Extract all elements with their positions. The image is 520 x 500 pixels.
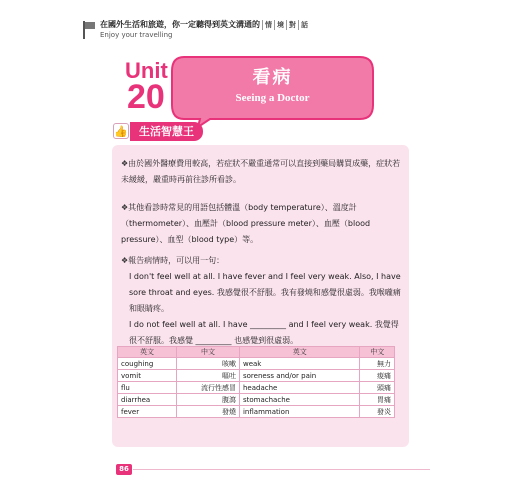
table-row xyxy=(118,406,395,418)
table-cell: 頭痛 xyxy=(360,382,395,394)
footer-divider xyxy=(133,469,430,470)
paragraph-text: 其他看診時常見的用語包括體溫（body temperature）、溫度計（thermometer）、血壓計（blood pressure meter）、血壓（blood pressure）、血型（blood type）等。 xyxy=(121,203,371,244)
header-title xyxy=(100,19,430,30)
paragraph xyxy=(121,200,406,248)
header-subtitle: Enjoy your travelling xyxy=(100,31,173,39)
section-label: 生活智慧王 xyxy=(130,122,203,141)
table-cell: 咳嗽 xyxy=(176,358,239,370)
table-cell: 流行性感冒 xyxy=(176,382,239,394)
header-title-text: 在國外生活和旅遊，你一定聽得到英文溝通的 xyxy=(100,20,260,29)
title-en: Seeing a Doctor xyxy=(235,92,310,104)
table-cell: weak xyxy=(239,358,359,370)
table-row xyxy=(118,382,395,394)
table-row xyxy=(118,358,395,370)
running-header xyxy=(100,19,430,39)
header-tag: 話 xyxy=(298,20,310,30)
table-header-row xyxy=(118,347,395,358)
header-tag: 對 xyxy=(286,20,298,30)
page-number: 86 xyxy=(116,464,132,475)
bullet-icon: ❖ xyxy=(121,203,129,212)
table-cell: 胃痛 xyxy=(360,394,395,406)
table-cell: 無力 xyxy=(360,358,395,370)
table-cell: coughing xyxy=(118,358,177,370)
unit-label: Unit xyxy=(125,58,168,83)
unit-number: 20 xyxy=(127,78,165,116)
table-row xyxy=(118,370,395,382)
table-row xyxy=(118,394,395,406)
table-cell: headache xyxy=(239,382,359,394)
table-cell: fever xyxy=(118,406,177,418)
bullet-icon: ❖ xyxy=(121,256,129,265)
table-cell: 腹瀉 xyxy=(176,394,239,406)
example-sentence-1: I don't feel well at all. I have fever and I feel very weak. Also, I have sore throat and eyes. 我感覺很不舒服。我有發燒和感覺很虛弱。我喉嚨痛和眼睛疼。 xyxy=(129,272,401,313)
column-header: 英文 xyxy=(118,347,177,358)
header-tag: 情 xyxy=(262,20,274,30)
paragraph xyxy=(121,156,406,188)
title-zh: 看病 xyxy=(252,67,293,88)
table-cell: soreness and/or pain xyxy=(239,370,359,382)
vocabulary-table xyxy=(117,346,395,418)
paragraph-intro: 報告病情時，可以用一句： xyxy=(128,256,225,265)
column-header: 英文 xyxy=(239,347,359,358)
table-cell: 嘔吐 xyxy=(176,370,239,382)
column-header: 中文 xyxy=(360,347,395,358)
table-cell: vomit xyxy=(118,370,177,382)
table-cell: diarrhea xyxy=(118,394,177,406)
header-tag: 境 xyxy=(274,20,286,30)
table-cell: flu xyxy=(118,382,177,394)
table-cell: 發炎 xyxy=(360,406,395,418)
bullet-icon: ❖ xyxy=(121,159,129,168)
table-cell: inflammation xyxy=(239,406,359,418)
title-block xyxy=(170,63,375,104)
column-header: 中文 xyxy=(176,347,239,358)
paragraph-text: 由於國外醫療費用較高，若症狀不嚴重通常可以直接到藥局購買成藥，症狀若未緩緩，嚴重時再前往診所看診。 xyxy=(121,159,401,184)
example-sentence-2: I do not feel well at all. I have _________ and I feel very weak. 我覺得很不舒服。我感覺 _________ 也感覺到很虛弱。 xyxy=(129,320,399,345)
flag-icon xyxy=(82,21,96,39)
table-cell: 發燒 xyxy=(176,406,239,418)
table-cell: stomachache xyxy=(239,394,359,406)
paragraph xyxy=(121,253,406,349)
thumbs-up-icon: 👍 xyxy=(114,124,128,138)
table-cell: 痠痛 xyxy=(360,370,395,382)
